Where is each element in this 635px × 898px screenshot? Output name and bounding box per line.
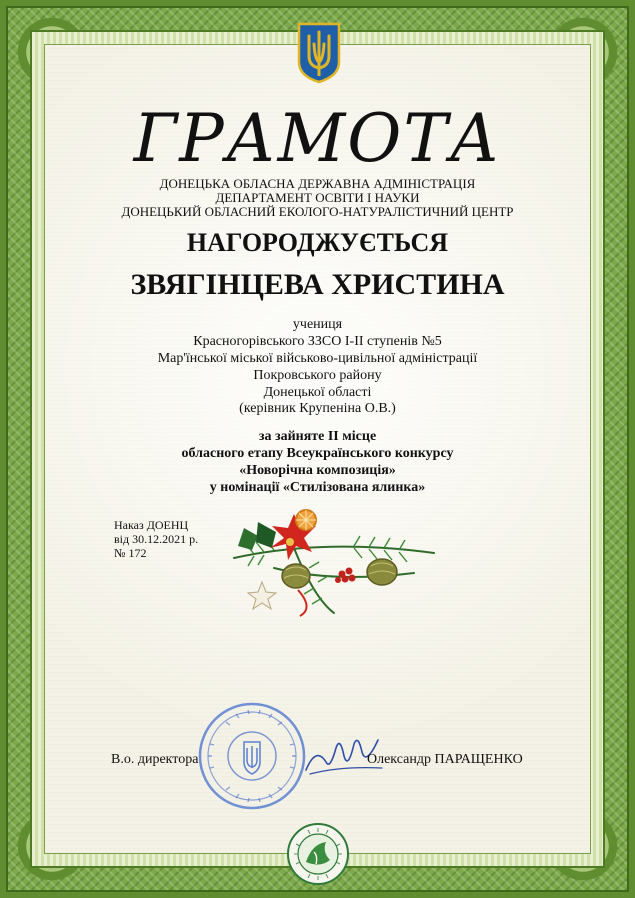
trident-icon [297,22,341,84]
eco-center-logo-icon [286,822,350,886]
org-line: ДОНЕЦЬКИЙ ОБЛАСНИЙ ЕКОЛОГО-НАТУРАЛІСТИЧНИЙ ЦЕНТР [121,204,514,219]
org-line: ДОНЕЦЬКА ОБЛАСНА ДЕРЖАВНА АДМІНІСТРАЦІЯ [159,176,476,191]
recipient-info-line: Красногорівського ЗЗСО І-ІІ ступенів №5 [193,334,442,349]
award-reason-line: за зайняте ІІ місце [258,429,377,444]
certificate-title: ГРАМОТА [133,100,502,177]
christmas-branch-icon [214,498,444,618]
recipient-info-line: (керівник Крупеніна О.В.) [239,401,396,416]
order-line: Наказ ДОЕНЦ [114,518,189,532]
award-reason-line: обласного етапу Всеукраїнського конкурсу [181,446,454,461]
awarded-label: НАГОРОДЖУЄТЬСЯ [186,228,449,257]
signatory-name: Олександр ПАРАЩЕНКО [367,752,523,767]
recipient-info-line: Донецької області [263,385,372,400]
recipient-name: ЗВЯГІНЦЕВА ХРИСТИНА [130,268,505,301]
recipient-info-line: учениця [292,317,343,332]
award-reason-line: «Новорічна композиція» [239,463,396,478]
signatory-title: В.о. директора [111,752,199,767]
order-line: № 172 [114,546,147,560]
order-reference [114,518,198,560]
order-line: від 30.12.2021 р. [114,532,199,546]
recipient-info-line: Мар'їнської міської військово-цивільної адміністрації [157,351,478,366]
official-seal-icon [196,700,308,812]
award-reason-line: у номінації «Стилізована ялинка» [209,480,426,495]
org-line: ДЕПАРТАМЕНТ ОСВІТИ І НАУКИ [215,190,420,205]
recipient-info-line: Покровського району [253,368,382,383]
